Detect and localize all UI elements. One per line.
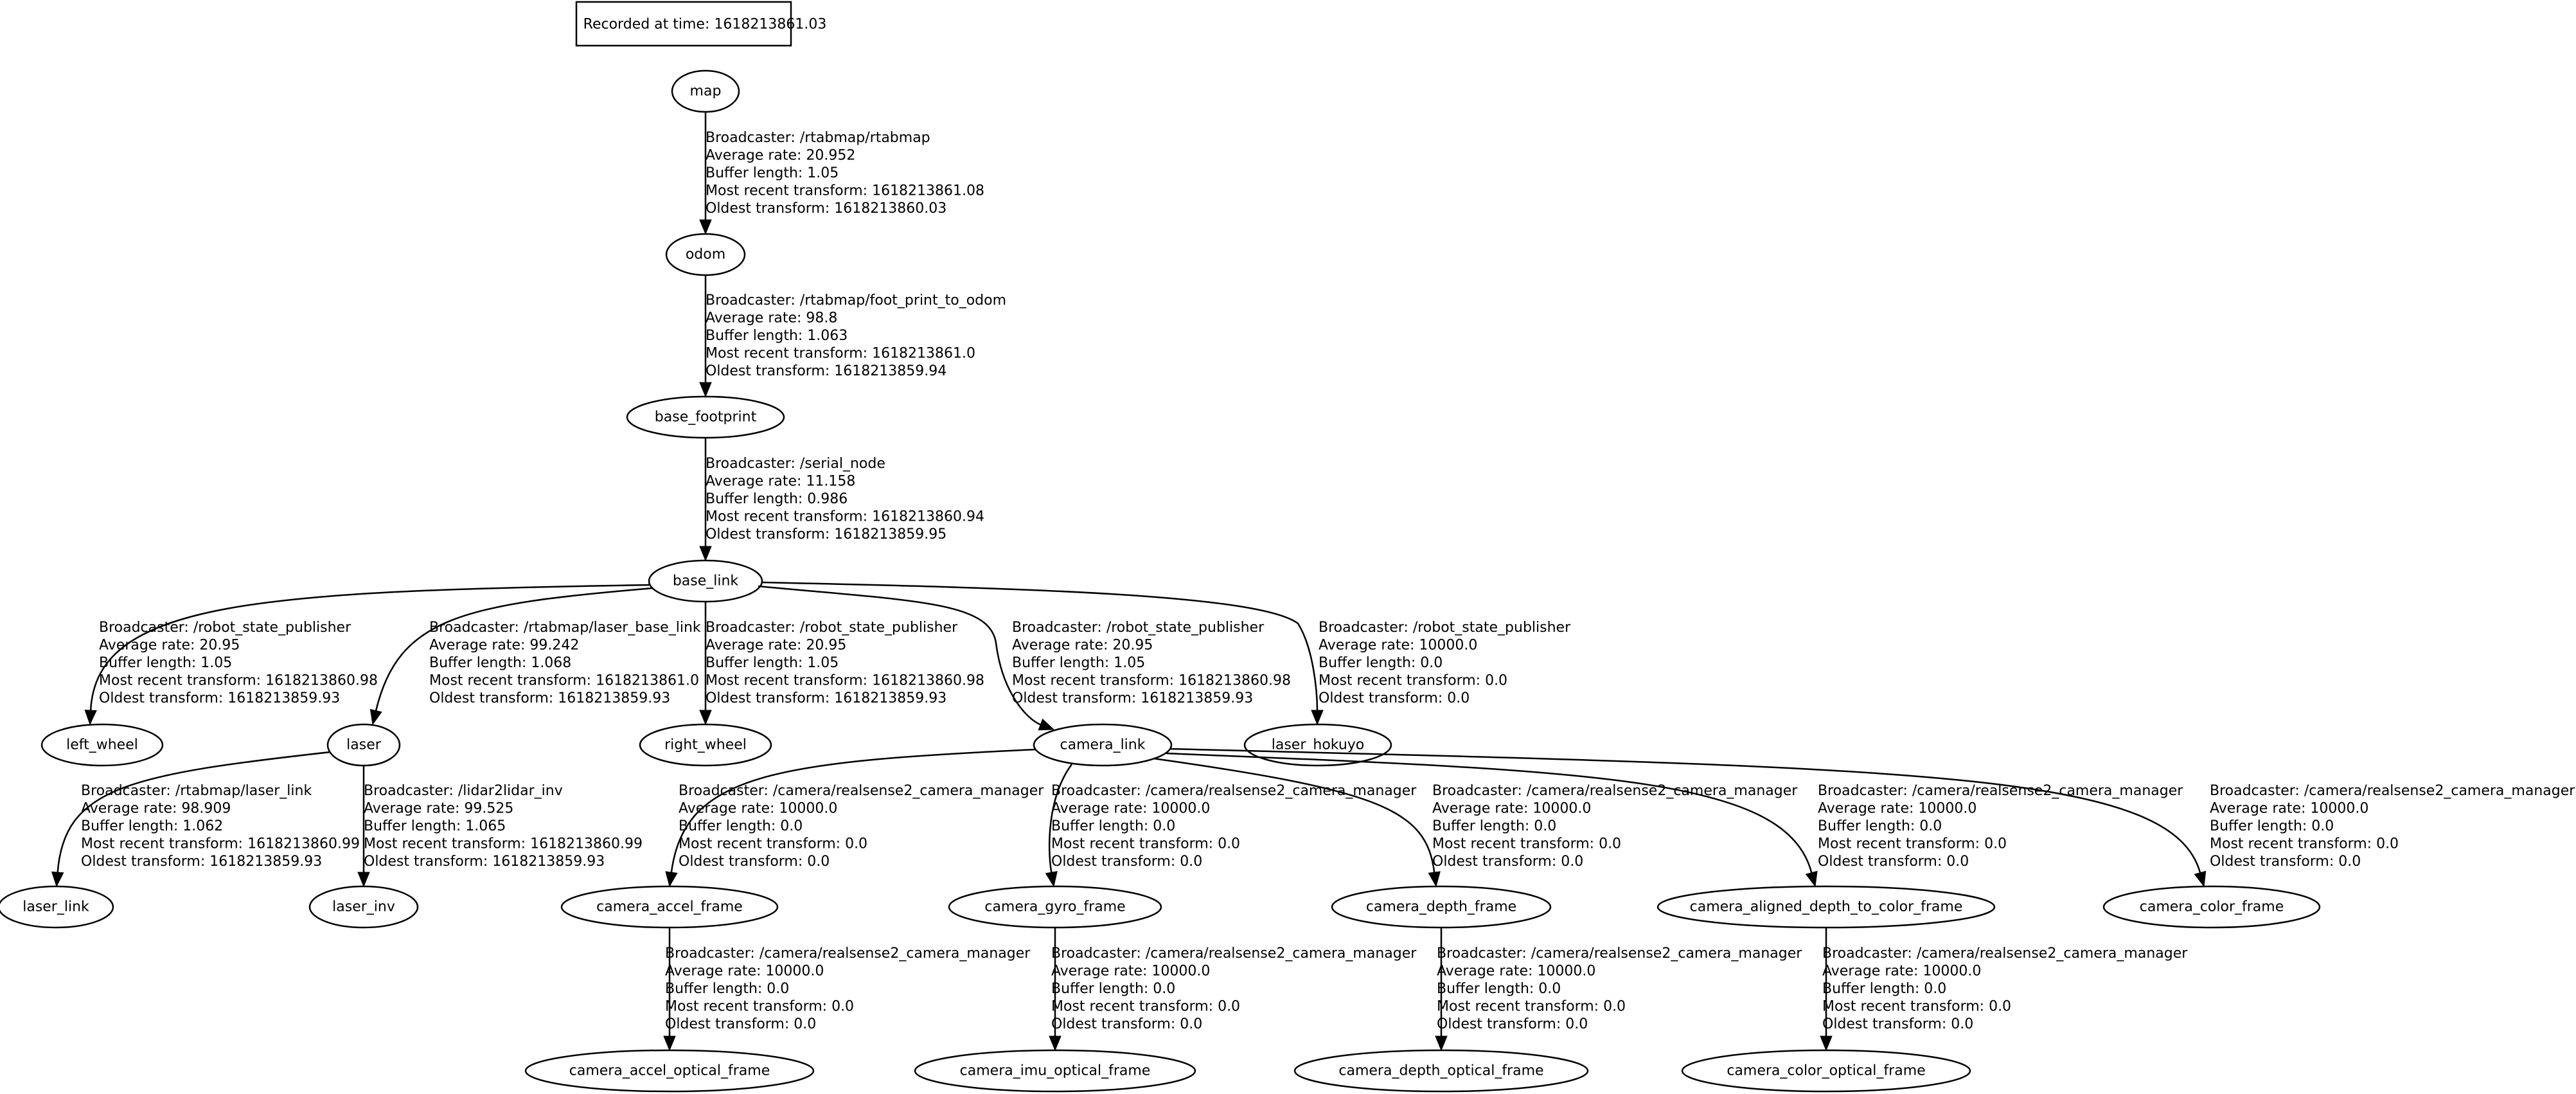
edge-label-line: Average rate: 10000.0: [1432, 800, 1592, 817]
edge-camera-aligned-depth-to-color-frame-to-camera-color-optical-frame: [1820, 928, 2188, 1050]
edge-base-link-to-right-wheel: [700, 602, 984, 724]
edge-odom-to-base-footprint: [700, 275, 1006, 397]
edge-camera-link-to-camera-depth-frame: [1153, 758, 1798, 886]
nodes-layer: [0, 71, 2320, 1091]
frame-node-camera-link: [1034, 724, 1171, 766]
edge-label-line: Most recent transform: 1618213861.0: [706, 345, 976, 362]
edge-label-line: Most recent transform: 0.0: [1051, 836, 1241, 852]
edge-arrowhead: [52, 872, 64, 886]
edge-label-line: Buffer length: 0.0: [665, 981, 790, 997]
edge-label-line: Oldest transform: 1618213859.93: [1012, 690, 1254, 706]
edge-arrowhead: [358, 872, 369, 886]
edge-label: [706, 292, 1006, 379]
frame-node-label: camera_color_optical_frame: [1727, 1063, 1926, 1079]
edge-camera-link-to-camera-accel-frame: [666, 749, 1044, 886]
edge-label: [1012, 620, 1291, 706]
frame-node-label: camera_accel_frame: [596, 899, 743, 915]
frame-node-camera-accel-optical-frame: [526, 1050, 813, 1091]
edge-laser-to-laser-link: [52, 752, 360, 886]
edge-label-line: Most recent transform: 1618213860.98: [706, 672, 985, 689]
edge-label-line: Buffer length: 1.05: [99, 655, 233, 671]
edge-arrowhead: [700, 710, 711, 724]
edge-label: [364, 783, 643, 870]
edge-label-line: Broadcaster: /camera/realsense2_camera_manager: [1051, 783, 1417, 799]
edge-label: [2210, 783, 2575, 870]
frame-node-label: laser_hokuyo: [1271, 737, 1365, 753]
edge-label-line: Broadcaster: /camera/realsense2_camera_manager: [665, 946, 1031, 962]
edge-label: [1432, 783, 1798, 870]
edge-arrowhead: [1046, 872, 1058, 886]
edge-label-line: Buffer length: 1.065: [364, 818, 506, 834]
frame-node-label: camera_gyro_frame: [984, 899, 1126, 915]
edge-camera-depth-frame-to-camera-depth-optical-frame: [1435, 928, 1802, 1050]
frame-node-label: odom: [685, 246, 726, 263]
frame-node-camera-depth-optical-frame: [1295, 1050, 1588, 1091]
edge-arrowhead: [664, 1036, 675, 1050]
edge-label-line: Broadcaster: /robot_state_publisher: [1319, 620, 1571, 636]
frame-node-label: camera_depth_frame: [1365, 899, 1517, 915]
edge-label-line: Average rate: 20.95: [706, 637, 847, 654]
edge-label-line: Broadcaster: /camera/realsense2_camera_manager: [1822, 946, 2188, 962]
frame-node-left-wheel: [42, 724, 163, 766]
edge-label-line: Broadcaster: /serial_node: [706, 456, 885, 472]
edge-label-line: Most recent transform: 1618213861.08: [706, 183, 985, 199]
edge-label-line: Oldest transform: 1618213860.03: [706, 201, 947, 217]
frame-node-camera-aligned-depth-to-color-frame: [1658, 886, 1994, 928]
edge-label-line: Most recent transform: 0.0: [1051, 998, 1241, 1015]
edge-label-line: Oldest transform: 1618213859.94: [706, 363, 947, 379]
frame-node-label: laser_link: [22, 899, 89, 915]
edge-arrowhead: [1428, 872, 1440, 886]
edge-label-line: Oldest transform: 1618213859.93: [429, 690, 671, 706]
edge-label-line: Average rate: 98.8: [706, 310, 838, 327]
edge-label-line: Broadcaster: /rtabmap/rtabmap: [706, 130, 930, 146]
edge-label-line: Buffer length: 0.0: [1818, 818, 1942, 834]
edge-label-line: Buffer length: 0.0: [2210, 818, 2334, 834]
edge-label-line: Oldest transform: 0.0: [1818, 854, 1969, 870]
frame-node-label: map: [689, 83, 722, 100]
frame-node-label: camera_link: [1060, 737, 1146, 753]
edge-arrowhead: [700, 382, 711, 397]
edge-label-line: Average rate: 98.909: [81, 800, 231, 817]
frame-node-label: right_wheel: [664, 737, 747, 753]
edge-base-footprint-to-base-link: [700, 438, 984, 560]
frame-node-right-wheel: [640, 724, 771, 766]
frame-node-base-link: [649, 560, 762, 602]
frame-node-base-footprint: [627, 397, 784, 438]
frame-node-label: base_footprint: [654, 409, 757, 426]
edge-label-line: Most recent transform: 1618213860.98: [99, 672, 378, 689]
edge-arrowhead: [2194, 871, 2205, 886]
edge-arrowhead: [1435, 1036, 1447, 1050]
edge-label-line: Buffer length: 0.0: [1051, 818, 1176, 834]
edge-label: [679, 783, 1044, 870]
edge-label-line: Average rate: 20.95: [1012, 637, 1153, 654]
frame-node-laser-inv: [310, 886, 418, 928]
edge-label-line: Broadcaster: /camera/realsense2_camera_manager: [1437, 946, 1802, 962]
edge-label-line: Average rate: 10000.0: [1437, 963, 1596, 980]
edge-label: [1818, 783, 2183, 870]
edge-camera-accel-frame-to-camera-accel-optical-frame: [664, 928, 1031, 1050]
edge-arrowhead: [1049, 1036, 1061, 1050]
edge-label-line: Oldest transform: 0.0: [1051, 854, 1203, 870]
edge-label-line: Oldest transform: 0.0: [1319, 690, 1470, 706]
edge-label-line: Oldest transform: 0.0: [1822, 1016, 1974, 1032]
edge-label-line: Buffer length: 0.986: [706, 491, 848, 507]
edge-label-line: Average rate: 20.95: [99, 637, 240, 654]
edge-label-line: Oldest transform: 1618213859.93: [706, 690, 947, 706]
recorded-time-label: Recorded at time: 1618213861.03: [583, 16, 827, 33]
recorded-time-box: [576, 2, 826, 46]
frame-node-laser: [328, 724, 400, 766]
edge-label-line: Broadcaster: /camera/realsense2_camera_manager: [2210, 783, 2575, 799]
edge-arrowhead: [1038, 719, 1054, 730]
frame-node-camera-gyro-frame: [949, 886, 1161, 928]
edge-label-line: Broadcaster: /rtabmap/laser_base_link: [429, 620, 701, 636]
edge-label-line: Broadcaster: /camera/realsense2_camera_manager: [679, 783, 1044, 799]
edge-label: [1437, 946, 1802, 1032]
edge-base-link-to-laser: [370, 588, 700, 724]
edge-label-line: Average rate: 10000.0: [1818, 800, 1977, 817]
edge-label-line: Most recent transform: 0.0: [2210, 836, 2399, 852]
frame-node-odom: [666, 234, 745, 275]
frame-node-label: camera_accel_optical_frame: [569, 1063, 770, 1079]
edge-label-line: Most recent transform: 0.0: [665, 998, 855, 1015]
edge-label-line: Oldest transform: 1618213859.93: [364, 854, 605, 870]
edge-arrowhead: [370, 710, 382, 725]
edge-label-line: Most recent transform: 1618213860.99: [81, 836, 360, 852]
edge-label-line: Buffer length: 1.068: [429, 655, 572, 671]
edge-label-line: Buffer length: 0.0: [1437, 981, 1561, 997]
edge-arrowhead: [666, 872, 677, 886]
frame-node-label: laser_inv: [332, 899, 395, 915]
edge-label-line: Buffer length: 0.0: [1319, 655, 1443, 671]
edge-label: [429, 620, 701, 706]
edge-camera-link-to-camera-gyro-frame: [1046, 764, 1417, 886]
frame-node-camera-accel-frame: [562, 886, 777, 928]
edge-map-to-odom: [700, 112, 984, 234]
edge-label: [1319, 620, 1571, 706]
edge-label-line: Buffer length: 0.0: [679, 818, 803, 834]
edge-label-line: Buffer length: 1.062: [81, 818, 224, 834]
edge-label: [81, 783, 360, 870]
edge-label-line: Broadcaster: /rtabmap/laser_link: [81, 783, 312, 799]
edge-label-line: Buffer length: 0.0: [1822, 981, 1947, 997]
edge-label: [1051, 783, 1417, 870]
edge-label-line: Average rate: 10000.0: [2210, 800, 2369, 817]
edge-arrowhead: [700, 220, 711, 234]
edge-label-line: Average rate: 10000.0: [1319, 637, 1478, 654]
frame-node-camera-color-frame: [2104, 886, 2320, 928]
edge-label-line: Oldest transform: 0.0: [1437, 1016, 1588, 1032]
edge-arrowhead: [85, 710, 96, 724]
edge-label-line: Oldest transform: 1618213859.93: [99, 690, 341, 706]
edge-label-line: Oldest transform: 0.0: [665, 1016, 817, 1032]
edge-label: [99, 620, 378, 706]
frame-node-label: left_wheel: [66, 737, 138, 753]
frame-node-map: [672, 71, 739, 112]
edge-label-line: Broadcaster: /camera/realsense2_camera_manager: [1432, 783, 1798, 799]
edge-label-line: Oldest transform: 1618213859.93: [81, 854, 323, 870]
edge-label: [1822, 946, 2188, 1032]
edge-label-line: Most recent transform: 0.0: [1818, 836, 2007, 852]
edge-label-line: Broadcaster: /robot_state_publisher: [706, 620, 958, 636]
edge-label-line: Average rate: 10000.0: [1822, 963, 1982, 980]
edge-laser-to-laser-inv: [358, 766, 643, 886]
edge-label-line: Average rate: 10000.0: [1051, 963, 1211, 980]
edge-label-line: Average rate: 99.525: [364, 800, 514, 817]
edge-arrowhead: [1311, 710, 1323, 724]
edge-label-line: Broadcaster: /robot_state_publisher: [99, 620, 351, 636]
edge-label-line: Most recent transform: 1618213860.99: [364, 836, 643, 852]
edge-label-line: Broadcaster: /rtabmap/foot_print_to_odom: [706, 292, 1007, 309]
edge-label-line: Buffer length: 0.0: [1051, 981, 1176, 997]
edge-label-line: Oldest transform: 1618213859.95: [706, 526, 947, 543]
edge-label: [665, 946, 1031, 1032]
edge-camera-gyro-frame-to-camera-imu-optical-frame: [1049, 928, 1417, 1050]
edge-label-line: Most recent transform: 1618213860.98: [1012, 672, 1292, 689]
frame-node-camera-imu-optical-frame: [915, 1050, 1195, 1091]
edge-label-line: Buffer length: 1.063: [706, 328, 848, 344]
edge-label-line: Oldest transform: 0.0: [679, 854, 830, 870]
frame-node-camera-color-optical-frame: [1682, 1050, 1970, 1091]
frame-node-label: camera_color_frame: [2139, 899, 2284, 915]
edge-label-line: Buffer length: 1.05: [706, 165, 839, 181]
edge-arrowhead: [700, 546, 711, 560]
edge-label-line: Broadcaster: /robot_state_publisher: [1012, 620, 1265, 636]
edge-label-line: Average rate: 20.952: [706, 147, 856, 164]
edge-label-line: Most recent transform: 1618213860.94: [706, 508, 985, 525]
frame-node-laser-link: [0, 886, 113, 928]
edge-label-line: Most recent transform: 1618213861.0: [429, 672, 700, 689]
edge-label-line: Broadcaster: /camera/realsense2_camera_manager: [1051, 946, 1417, 962]
edge-line: [1169, 749, 2200, 873]
edge-label: [706, 130, 984, 217]
edge-label-line: Average rate: 10000.0: [665, 963, 824, 980]
frame-node-label: camera_imu_optical_frame: [959, 1063, 1151, 1079]
edge-label-line: Buffer length: 1.05: [1012, 655, 1146, 671]
edge-label: [706, 456, 984, 543]
edge-label-line: Oldest transform: 0.0: [2210, 854, 2361, 870]
frame-node-label: camera_depth_optical_frame: [1338, 1063, 1544, 1079]
edge-label-line: Oldest transform: 0.0: [1432, 854, 1584, 870]
edge-label-line: Broadcaster: /camera/realsense2_camera_manager: [1818, 783, 2183, 799]
edge-label-line: Buffer length: 0.0: [1432, 818, 1557, 834]
edge-label: [1051, 946, 1417, 1032]
edge-label-line: Average rate: 11.158: [706, 473, 856, 490]
edge-label-line: Buffer length: 1.05: [706, 655, 839, 671]
edge-arrowhead: [1806, 871, 1817, 886]
edge-label-line: Average rate: 99.242: [429, 637, 580, 654]
edge-camera-link-to-camera-aligned-depth-to-color-frame: [1166, 753, 2183, 886]
edge-label-line: Most recent transform: 0.0: [1437, 998, 1626, 1015]
edge-label-line: Most recent transform: 0.0: [1432, 836, 1622, 852]
edge-label-line: Most recent transform: 0.0: [679, 836, 868, 852]
edge-arrowhead: [1820, 1036, 1832, 1050]
frame-node-label: laser: [346, 737, 381, 753]
frame-node-label: camera_aligned_depth_to_color_frame: [1689, 899, 1963, 915]
edge-label-line: Average rate: 10000.0: [679, 800, 838, 817]
frame-node-label: base_link: [672, 573, 739, 589]
edge-label-line: Average rate: 10000.0: [1051, 800, 1211, 817]
frame-node-camera-depth-frame: [1332, 886, 1550, 928]
edge-label-line: Most recent transform: 0.0: [1319, 672, 1508, 689]
edge-label: [706, 620, 984, 706]
edge-label-line: Oldest transform: 0.0: [1051, 1016, 1203, 1032]
edge-label-line: Most recent transform: 0.0: [1822, 998, 2012, 1015]
edge-label-line: Broadcaster: /lidar2lidar_inv: [364, 783, 563, 799]
